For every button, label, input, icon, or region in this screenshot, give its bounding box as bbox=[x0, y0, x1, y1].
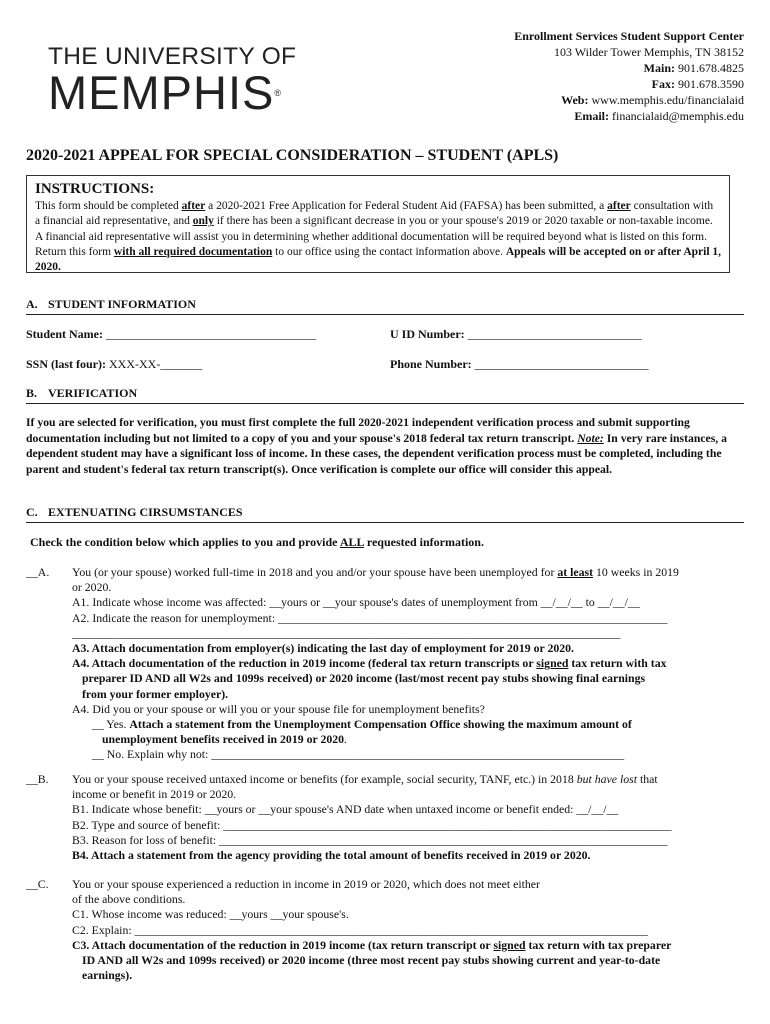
registered-mark: ® bbox=[274, 88, 281, 98]
item-a4-line-2: preparer ID AND all W2s and 1099s received) or 2020 income (last/most recent pay stubs showing final earnings bbox=[82, 671, 646, 686]
condition-a-checkbox[interactable]: __A. bbox=[26, 565, 50, 579]
website-value: www.memphis.edu/financialaid bbox=[591, 93, 744, 107]
item-a4-unemployment-question: A4. Did you or your spouse or will you or your spouse file for unemployment benefits? bbox=[72, 701, 485, 716]
phone-field[interactable] bbox=[390, 357, 649, 372]
section-b-number: B. bbox=[26, 386, 38, 400]
item-c3-emph: signed bbox=[493, 937, 526, 952]
instr-text-2: a 2020-2021 Free Application for Federal Student Aid (FAFSA) has been submitted, a bbox=[205, 200, 608, 212]
fax-label: Fax: bbox=[651, 77, 675, 91]
website-label: Web: bbox=[561, 93, 589, 107]
ssn-value[interactable]: XXX-XX-_______ bbox=[109, 357, 203, 371]
option-yes-instruction-2: unemployment benefits received in 2019 or 2020 bbox=[102, 732, 345, 747]
instructions-heading: INSTRUCTIONS: bbox=[35, 181, 155, 197]
item-b4: B4. Attach a statement from the agency providing the total amount of benefits received in 2019 or 2020. bbox=[72, 848, 591, 863]
item-a2-continuation[interactable]: _____________________________________________________________________________________________ bbox=[72, 625, 621, 640]
instr-text-3: consultation with a financial aid representative, and bbox=[35, 200, 714, 228]
university-logo bbox=[48, 43, 297, 119]
option-yes[interactable] bbox=[72, 717, 754, 732]
condition-c-checkbox[interactable]: __C. bbox=[26, 877, 49, 891]
section-a-header bbox=[26, 297, 744, 315]
uid-label: U ID Number: bbox=[390, 327, 468, 341]
item-a4-text-1: A4. Attach documentation of the reduction in 2019 income (federal tax return transcripts or bbox=[72, 656, 537, 671]
phone-label: Phone Number: bbox=[390, 357, 475, 371]
verification-text-1: If you are selected for verification, you must first complete the full 2020-2021 independent verification process and submit supporting documentation including but not limited to a copy of you and your spouse's 2018 federal tax return transcript. bbox=[26, 416, 690, 445]
instr-text-4: if there has been a significant decrease in you or your spouse's 2019 or 2020 taxable or non-taxable income. A financial aid representative will assist you in determining whether additional documentation will be required beyond what is listed on this form. Return this form bbox=[35, 215, 713, 258]
instr-emph-after-2: after bbox=[607, 200, 631, 212]
email-label: Email: bbox=[574, 109, 609, 123]
condition-a-text-2: 10 weeks in 2019 bbox=[593, 565, 679, 579]
option-yes-period: . bbox=[344, 732, 347, 747]
instructions-text bbox=[35, 199, 721, 275]
condition-b-text-1: You or your spouse received untaxed income or benefits (for example, social security, TANF, etc.) in 2018 bbox=[72, 772, 577, 786]
check-emph-all: ALL bbox=[339, 535, 364, 549]
item-c3-text-2: tax return with tax preparer bbox=[525, 937, 672, 952]
section-c-number: C. bbox=[26, 505, 38, 519]
uid-field[interactable] bbox=[390, 327, 642, 342]
fax bbox=[514, 76, 744, 92]
item-a1[interactable]: A1. Indicate whose income was affected: __yours or __your spouse's dates of unemployment from __/__/__ to __/__/__ bbox=[72, 595, 640, 610]
contact-block bbox=[514, 28, 744, 124]
item-a3: A3. Attach documentation from employer(s) indicating the last day of employment for 2019 or 2020. bbox=[72, 641, 574, 656]
verification-note-label: Note: bbox=[577, 431, 604, 445]
section-c-title: EXTENUATING CIRSUMSTANCES bbox=[48, 505, 243, 519]
item-c1[interactable]: C1. Whose income was reduced: __yours __your spouse's. bbox=[72, 907, 349, 922]
logo-line-1: THE UNIVERSITY OF bbox=[48, 43, 297, 70]
item-a4 bbox=[72, 656, 754, 671]
ssn-field[interactable] bbox=[26, 357, 202, 372]
condition-a-line-1 bbox=[72, 565, 754, 580]
main-phone-value: 901.678.4825 bbox=[678, 61, 744, 75]
item-b2[interactable]: B2. Type and source of benefit: ____________________________________________________________________________ bbox=[72, 817, 672, 832]
item-a4-emph: signed bbox=[536, 656, 569, 671]
section-a-number: A. bbox=[26, 297, 38, 311]
instr-deadline: Appeals will be accepted on or after April 1, 2020. bbox=[35, 245, 722, 274]
verification-text-2: In very rare instances, a dependent student may have a significant loss of income. In these cases, the dependent verification process must be completed, including the parent and student's federal tax return transcript(s). Once verification is complete our office will consider this appeal. bbox=[26, 431, 727, 476]
option-yes-instruction: Attach a statement from the Unemployment Compensation Office showing the maximum amount of bbox=[129, 717, 632, 732]
email-value: financialaid@memphis.edu bbox=[611, 109, 744, 123]
check-condition-instruction bbox=[30, 535, 484, 550]
instr-emph-after-1: after bbox=[181, 200, 206, 212]
main-phone-label: Main: bbox=[643, 61, 675, 75]
student-name-label: Student Name: bbox=[26, 327, 106, 341]
condition-b-checkbox[interactable]: __B. bbox=[26, 772, 49, 786]
option-yes-label[interactable]: __ Yes. bbox=[92, 717, 130, 732]
instr-text-1: This form should be completed bbox=[35, 200, 182, 212]
condition-b-emph: but have lost bbox=[576, 772, 637, 786]
logo-wordmark: MEMPHIS bbox=[48, 66, 275, 119]
website bbox=[514, 92, 744, 108]
condition-c bbox=[26, 877, 754, 983]
condition-b-line-1 bbox=[72, 772, 754, 787]
instructions-box bbox=[26, 175, 730, 273]
email bbox=[514, 108, 744, 124]
phone-blank[interactable]: _____________________________ bbox=[474, 357, 649, 371]
condition-b bbox=[26, 772, 754, 863]
office-address: 103 Wilder Tower Memphis, TN 38152 bbox=[554, 45, 744, 59]
option-no[interactable]: __ No. Explain why not: ______________________________________________________________________ bbox=[92, 747, 625, 762]
logo-line-2 bbox=[48, 66, 296, 119]
uid-blank[interactable]: _____________________________ bbox=[467, 327, 642, 341]
instr-text-5: to our office using the contact information above. bbox=[272, 245, 506, 258]
section-b-title: VERIFICATION bbox=[48, 386, 138, 400]
item-a4-line-3: from your former employer). bbox=[82, 686, 229, 701]
condition-a-line-2: or 2020. bbox=[72, 580, 112, 595]
item-c3-line-3: earnings). bbox=[82, 968, 133, 983]
main-phone bbox=[514, 60, 744, 76]
item-c3 bbox=[72, 938, 754, 953]
item-c2[interactable]: C2. Explain: _______________________________________________________________________________________ bbox=[72, 922, 648, 937]
form-title: 2020-2021 APPEAL FOR SPECIAL CONSIDERATION – STUDENT (APLS) bbox=[26, 147, 559, 164]
option-yes-line-2 bbox=[72, 732, 754, 747]
condition-a-text-1: You (or your spouse) worked full-time in 2018 and you and/or your spouse have been unemployed for bbox=[72, 565, 558, 579]
condition-a bbox=[26, 565, 754, 763]
student-name-blank[interactable]: ___________________________________ bbox=[106, 327, 316, 341]
item-a4-text-2: tax return with tax bbox=[568, 656, 667, 671]
section-a-title: STUDENT INFORMATION bbox=[48, 297, 196, 311]
instr-emph-only: only bbox=[192, 215, 214, 228]
office-name: Enrollment Services Student Support Center bbox=[514, 29, 744, 43]
condition-c-line-2: of the above conditions. bbox=[72, 892, 186, 907]
item-c3-text-1: C3. Attach documentation of the reduction in 2019 income (tax return transcript or bbox=[72, 937, 494, 952]
check-text-2: requested information. bbox=[363, 535, 484, 549]
section-c-header bbox=[26, 505, 744, 523]
ssn-label: SSN (last four): bbox=[26, 357, 109, 371]
student-name-field[interactable] bbox=[26, 327, 316, 342]
condition-a-emph: at least bbox=[557, 565, 594, 579]
item-b3[interactable]: B3. Reason for loss of benefit: ____________________________________________________________________________ bbox=[72, 832, 668, 847]
verification-text bbox=[26, 415, 748, 477]
condition-b-text-2: that bbox=[637, 772, 658, 786]
item-a2[interactable]: A2. Indicate the reason for unemployment: __________________________________________________________________ bbox=[72, 610, 668, 625]
check-text-1: Check the condition below which applies to you and provide bbox=[30, 535, 340, 549]
condition-c-line-1: You or your spouse experienced a reduction in income in 2019 or 2020, which does not meet either bbox=[72, 877, 540, 891]
condition-b-line-2: income or benefit in 2019 or 2020. bbox=[72, 787, 237, 802]
section-b-header bbox=[26, 386, 744, 404]
fax-value: 901.678.3590 bbox=[678, 77, 744, 91]
item-b1[interactable]: B1. Indicate whose benefit: __yours or __your spouse's AND date when untaxed income or benefit ended: __/__/__ bbox=[72, 802, 619, 817]
item-c3-line-2: ID AND all W2s and 1099s received) or 2020 income (three most recent pay stubs showing current and year-to-date bbox=[82, 953, 661, 968]
instr-emph-documentation: with all required documentation bbox=[113, 245, 273, 258]
